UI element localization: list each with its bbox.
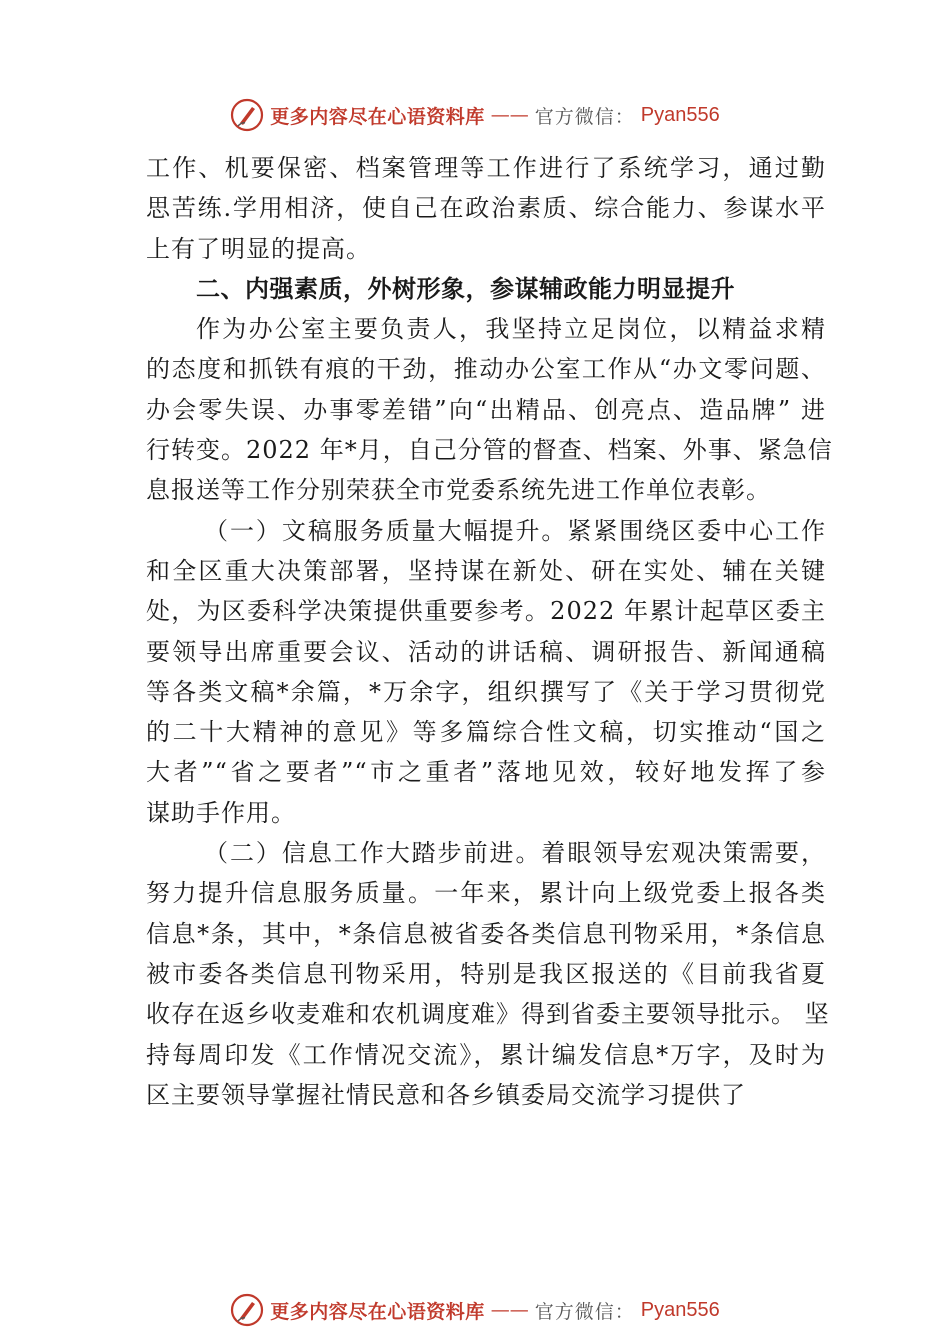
banner-wechat-id: Pyan556 [640, 1298, 720, 1321]
text-line: 作为办公室主要负责人，我坚持立足岗位，以精益求精 [196, 315, 826, 344]
footer-banner [0, 1290, 950, 1330]
text-line: 信息*条，其中，*条信息被省委各类信息刊物采用，*条信息 [146, 919, 826, 948]
banner-dash: —— [490, 104, 529, 126]
banner-library-text: 更多内容尽在心语资料库 [270, 105, 485, 128]
banner-wechat-label: 官方微信： [534, 1300, 635, 1323]
text-line: 行转变。2022 年*月，自己分管的督查、档案、外事、紧急信 [146, 436, 833, 465]
pen-logo-icon [230, 1293, 264, 1327]
text-line: 被市委各类信息刊物采用，特别是我区报送的《目前我省夏 [146, 959, 826, 988]
text-line: 的态度和抓铁有痕的干劲，推动办公室工作从“办文零问题、 [146, 355, 826, 384]
text-line: 思苦练.学用相济，使自己在政治素质、综合能力、参谋水平 [146, 194, 826, 223]
text-line: 大者”“省之要者”“市之重者”落地见效，较好地发挥了参 [146, 758, 826, 787]
text-line: 息报送等工作分别荣获全市党委系统先进工作单位表彰。 [146, 476, 771, 505]
banner-wechat-id: Pyan556 [640, 103, 720, 126]
banner-library-text: 更多内容尽在心语资料库 [270, 1300, 485, 1323]
section-heading: 二、内强素质，外树形象，参谋辅政能力明显提升 [196, 274, 735, 303]
text-line: 处，为区委科学决策提供重要参考。2022 年累计起草区委主 [146, 597, 826, 626]
text-line: 的二十大精神的意见》等多篇综合性文稿，切实推动“国之 [146, 718, 826, 747]
text-line: 谋助手作用。 [146, 798, 296, 827]
text-line: 区主要领导掌握社情民意和各乡镇委局交流学习提供了 [146, 1080, 746, 1109]
pen-logo-icon [230, 98, 264, 132]
header-banner [0, 95, 950, 135]
document-body [146, 148, 833, 1115]
text-line: 和全区重大决策部署，坚持谋在新处、研在实处、辅在关键 [146, 556, 826, 585]
text-line: 收存在返乡收麦难和农机调度难》得到省委主要领导批示。 坚 [146, 1000, 830, 1029]
text-line: （一）文稿服务质量大幅提升。紧紧围绕区委中心工作 [204, 516, 826, 545]
text-line: 工作、机要保密、档案管理等工作进行了系统学习，通过勤 [146, 154, 826, 182]
text-line: 努力提升信息服务质量。一年来，累计向上级党委上报各类 [146, 879, 826, 908]
banner-wechat-label: 官方微信： [534, 105, 635, 128]
text-line: 办会零失误、办事零差错”向“出精品、创亮点、造品牌” 进 [146, 395, 826, 424]
text-line: （二）信息工作大踏步前进。着眼领导宏观决策需要， [204, 839, 826, 868]
text-line: 等各类文稿*余篇，*万余字，组织撰写了《关于学习贯彻党 [146, 677, 826, 706]
text-line: 持每周印发《工作情况交流》，累计编发信息*万字，及时为 [146, 1040, 826, 1069]
text-line: 上有了明显的提高。 [146, 234, 371, 263]
text-line: 要领导出席重要会议、活动的讲话稿、调研报告、新闻通稿 [146, 637, 826, 666]
banner-dash: —— [490, 1299, 529, 1321]
